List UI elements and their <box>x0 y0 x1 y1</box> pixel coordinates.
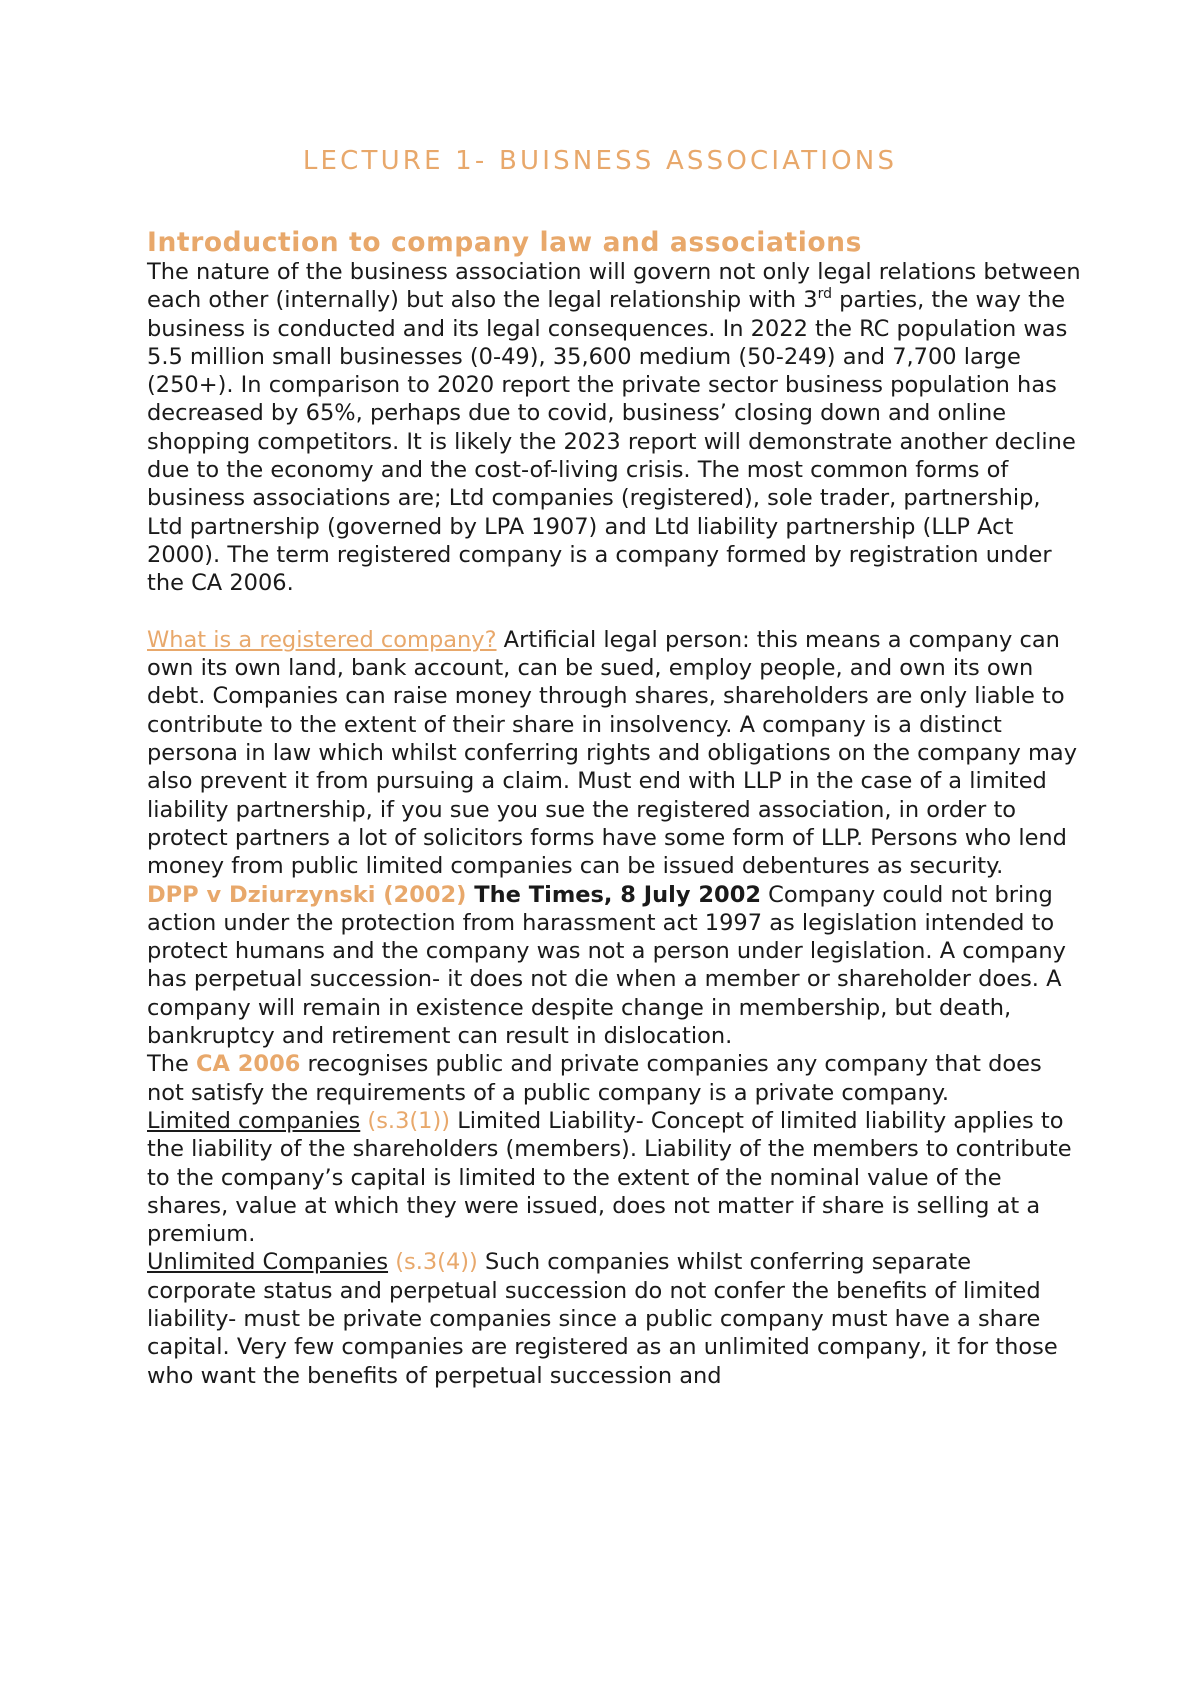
intro-rest: parties, the way the business is conducted and its legal consequences. In 2022 the RC population was 5.5 million small businesses (0-49), 35,600 medium (50-249) and 7,700 large (250+). In comparison to 2020 report the private sector business population has decreased by 65%, perhaps due to covid, business’ closing down and online shopping competitors. It is likely the 2023 report will demonstrate another decline due to the economy and the cost-of-living crisis. The most common forms of business associations are; Ltd companies (registered), sole trader, partnership, Ltd partnership (governed by LPA 1907) and Ltd liability partnership (LLP Act 2000). The term registered company is a company formed by registration under the CA 2006. <box>147 287 1076 597</box>
unlimited-companies-label: Unlimited Companies <box>147 1249 389 1276</box>
ca2006-paragraph <box>147 1050 1082 1107</box>
section-heading: Introduction to company law and associations <box>147 227 863 258</box>
limited-companies-paragraph <box>147 1107 1082 1248</box>
case-citation: The Times, 8 July 2002 <box>466 881 762 908</box>
registered-company-paragraph <box>147 626 1082 881</box>
unlimited-companies-text: Such companies whilst conferring separate corporate status and perpetual succession do not confer the benefits of limited liability- must be private companies since a public company must have a share capital. Very few companies are registered as an unlimited company, it for those who want the benefits of perpetual succession and <box>147 1249 1058 1389</box>
limited-companies-section: (s.3(1)) <box>360 1107 451 1134</box>
ca2006-act: CA 2006 <box>196 1051 301 1078</box>
intro-superscript: rd <box>817 286 832 303</box>
ca2006-text: recognises public and private companies any company that does not satisfy the requirements of a public company is a private company. <box>147 1051 1042 1106</box>
case-name: DPP v Dziurzynski (2002) <box>147 881 467 908</box>
document-body <box>147 228 1082 1390</box>
ca2006-lead: The <box>147 1051 196 1078</box>
case-text: Company could not bring action under the protection from harassment act 1997 as legislation intended to protect humans and the company was not a person under legislation. A company has perpetual succession- it does not die when a member or shareholder does. A company will remain in existence despite change in membership, but death, bankruptcy and retirement can result in dislocation. <box>147 881 1066 1050</box>
limited-companies-text: Limited Liability- Concept of limited liability applies to the liability of the shareholders (members). Liability of the members to contribute to the company’s capital is limited to the extent of the nominal value of the shares, value at which they were issued, does not matter if share is selling at a premium. <box>147 1107 1072 1248</box>
registered-company-link[interactable]: What is a registered company? <box>147 626 497 653</box>
unlimited-companies-section: (s.3(4)) <box>388 1249 478 1276</box>
unlimited-companies-paragraph <box>147 1248 1082 1389</box>
paragraph-spacer <box>147 598 1082 626</box>
intro-lead: The nature of the business association will govern not only legal relations between each other (internally) but also the legal relationship with 3 <box>147 259 1081 314</box>
case-paragraph <box>147 881 1082 1051</box>
registered-company-text: Artificial legal person: this means a company can own its own land, bank account, can be sued, employ people, and own its own debt. Companies can raise money through shares, shareholders are only liable to contribute to the extent of their share in insolvency. A company is a distinct persona in law which whilst conferring rights and obligations on the company may also prevent it from pursuing a claim. Must end with LLP in the case of a limited liability partnership, if you sue you sue the registered association, in order to protect partners a lot of solicitors forms have some form of LLP. Persons who lend money from public limited companies can be issued debentures as security. <box>147 626 1078 880</box>
intro-paragraph <box>147 258 1082 598</box>
limited-companies-label: Limited companies <box>147 1107 361 1134</box>
document-title: LECTURE 1- BUISNESS ASSOCIATIONS <box>302 146 898 176</box>
